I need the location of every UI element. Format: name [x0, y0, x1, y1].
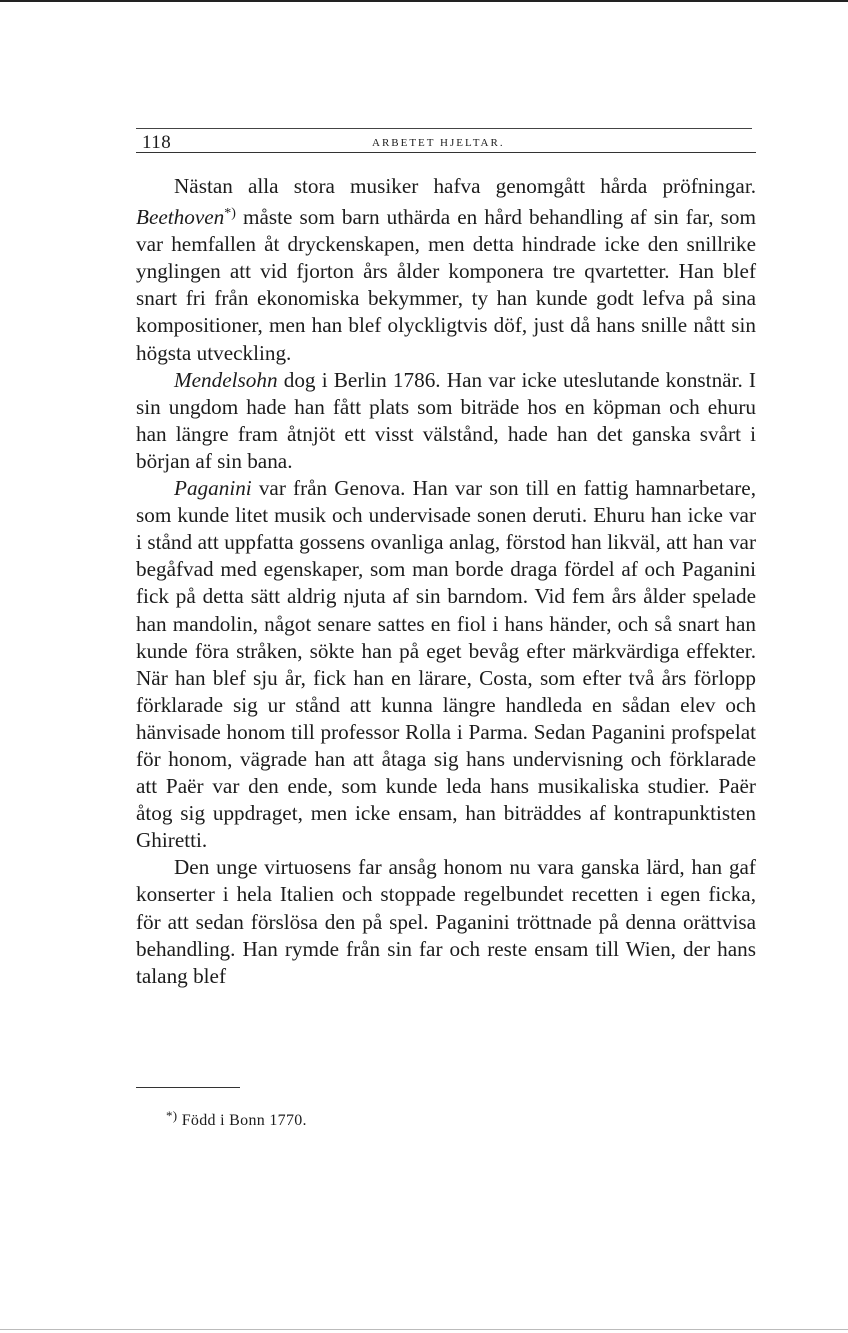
- paragraph-text: var från Genova. Han var son till en fattig hamnarbetare, som kunde litet musik och undervisade sonen deruti. Ehuru han icke var i stånd att uppfatta gossens ovanliga anlag, förstod han likväl, att han var begåfvad med egenskaper, som man borde draga fördel af och Paganini fick på detta sätt aldrig njuta af sin barndom. Vid fem års ålder spelade han mandolin, något senare sattes en fiol i hans händer, och så snart han kunde föra stråken, sökte han på eget bevåg efter märkvärdiga effekter. När han blef sju år, fick han en lärare, Costa, som efter två års förlopp förklarade sig ur stånd att kunna längre handleda en sådan elev och hänvisade honom till professor Rolla i Parma. Sedan Paganini profspelat för honom, vägrade han att åtaga sig hans undervisning och förklarade att Paër var den ende, som kunde leda hans musikaliska studier. Paër åtog sig uppdraget, men icke ensam, han biträddes af kontrapunktisten Ghiretti.: [136, 476, 756, 853]
- footnote-rule: [136, 1087, 240, 1088]
- paragraph-text: Nästan alla stora musiker hafva genomgått hårda pröfningar.: [174, 174, 756, 198]
- footnote-text: Född i Bonn 1770.: [177, 1112, 307, 1129]
- footnote-mark: *): [166, 1108, 178, 1123]
- paragraph-mendelsohn: [136, 367, 756, 475]
- footnote-reference: *): [224, 206, 236, 222]
- page-number: 118: [142, 132, 172, 153]
- body-text: [136, 173, 756, 990]
- person-name: Beethoven: [136, 205, 225, 230]
- person-name: Paganini: [174, 476, 252, 501]
- paragraph-text: Den unge virtuosens far ansåg honom nu vara ganska lärd, han gaf konserter i hela Italien och stoppade regelbundet recetten i egen ficka, för att sedan förslösa den på spel. Paganini tröttnade på denna orättvisa behandling. Han rymde från sin far och reste ensam till Wien, der hans talang blef: [136, 855, 756, 988]
- paragraph-paganini: [136, 475, 756, 854]
- book-page: [136, 124, 756, 990]
- page-header: [136, 124, 756, 153]
- running-head: ARBETET HJELTAR.: [372, 137, 505, 149]
- paragraph-beethoven: [136, 173, 756, 367]
- person-name: Mendelsohn: [174, 367, 278, 392]
- footnote: [166, 1108, 307, 1130]
- paragraph-text: måste som barn uthärda en hård behandling af sin far, som var hemfallen åt dryckenskapen, men detta hindrade icke den snillrike ynglingen att vid fjorton års ålder komponera tre qvartetter. Han blef snart fri från ekonomiska bekymmer, ty han kunde godt lefva på sina kompositioner, men han blef olyckligtvis döf, just då hans snille nått sin högsta utveckling.: [136, 205, 756, 365]
- paragraph-virtuoso: [136, 854, 756, 989]
- page-top-edge: [0, 0, 848, 2]
- paragraph-text: dog i Berlin 1786. Han var icke uteslutande konstnär. I sin ungdom hade han fått plats som biträde hos en köpman och ehuru han längre fram åtnjöt ett visst välstånd, hade han det ganska svårt i början af sin bana.: [136, 367, 756, 473]
- page-bottom-edge: [0, 1329, 848, 1330]
- header-rule: [136, 128, 752, 129]
